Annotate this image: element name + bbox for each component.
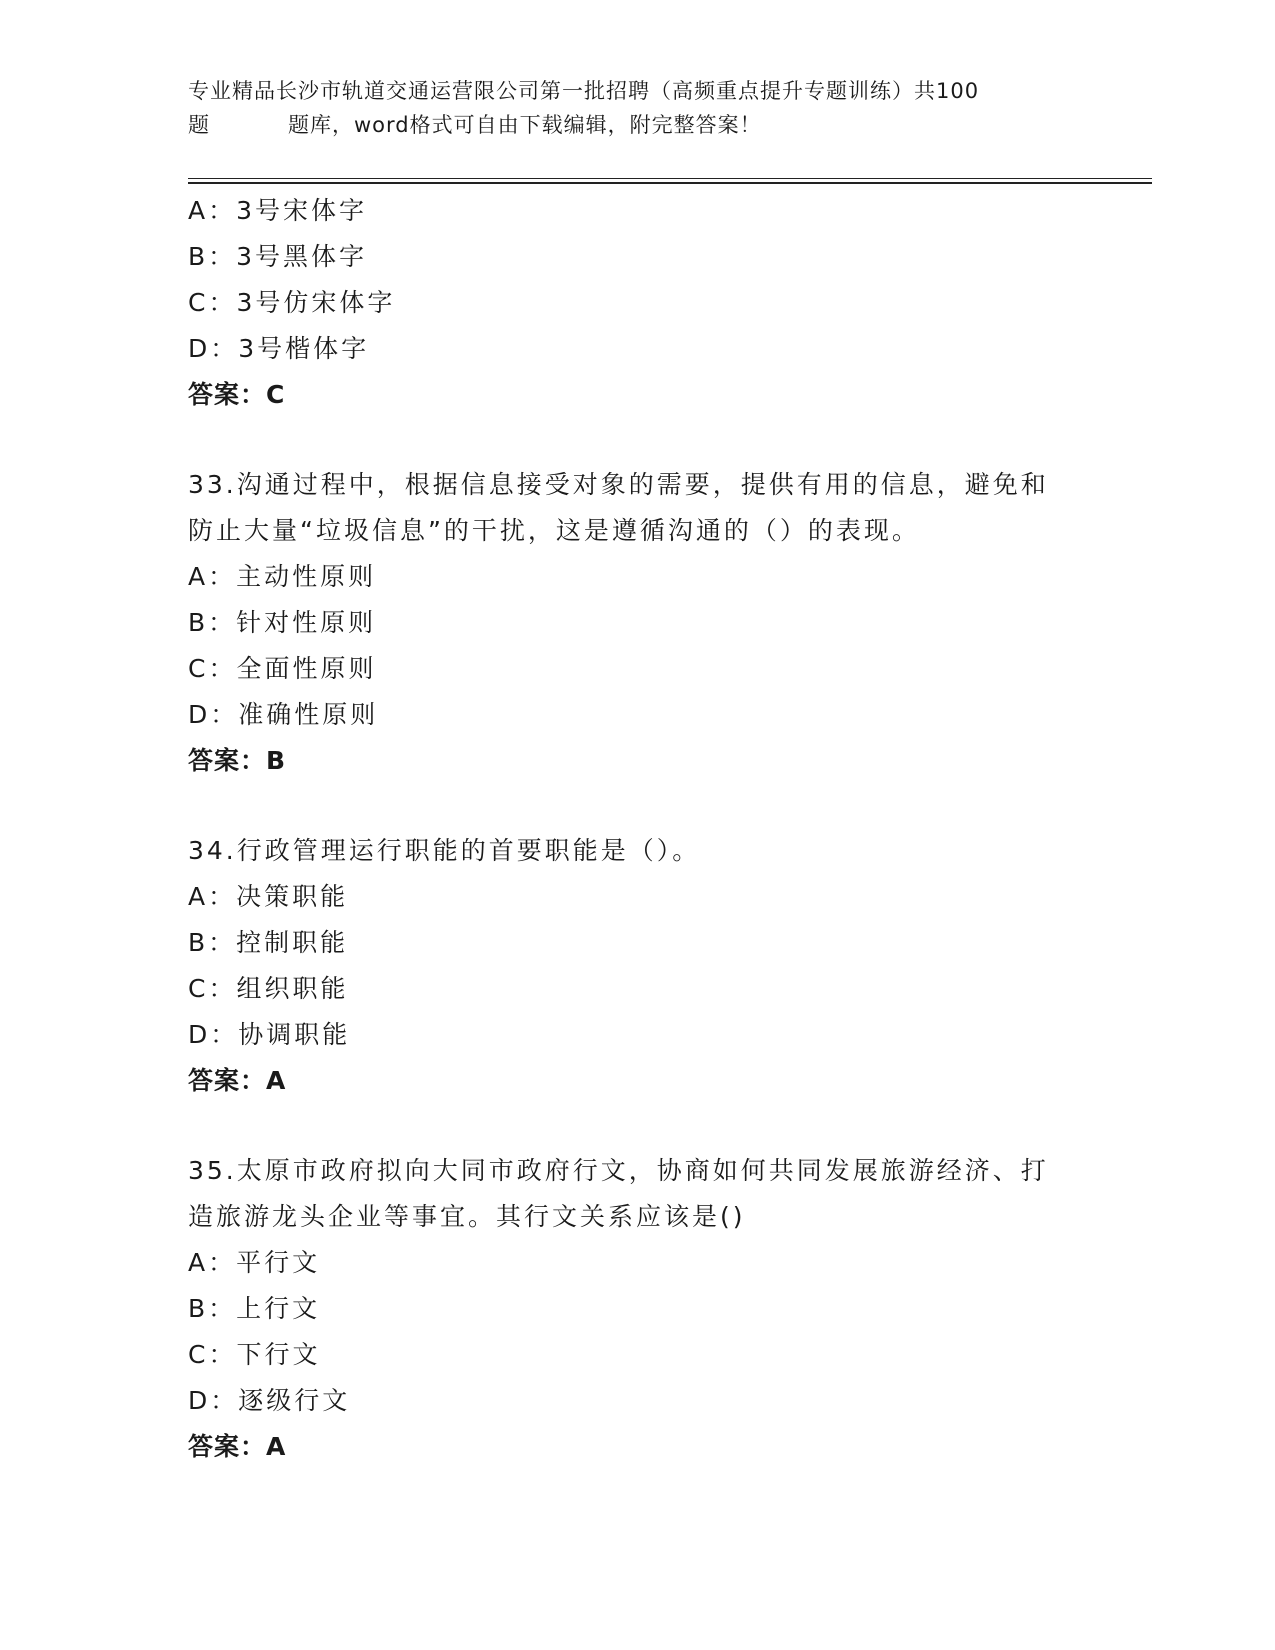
header-line-1: 专业精品长沙市轨道交通运营限公司第一批招聘（高频重点提升专题训练）共100 <box>188 79 980 103</box>
option-a: A：3号宋体字 <box>188 196 368 225</box>
question-block <box>188 828 1088 1104</box>
option-b: B：上行文 <box>188 1294 321 1323</box>
option-d: D：逐级行文 <box>188 1386 351 1415</box>
answer: 答案：A <box>188 1432 287 1461</box>
question-text: 33.沟通过程中，根据信息接受对象的需要，提供有用的信息，避免和 <box>188 470 1049 499</box>
option-c: C：组织职能 <box>188 974 349 1003</box>
option-d: D：准确性原则 <box>188 700 379 729</box>
question-text: 35.太原市政府拟向大同市政府行文，协商如何共同发展旅游经济、打 <box>188 1156 1049 1185</box>
header-divider-thin <box>188 178 1152 179</box>
question-text: 34.行政管理运行职能的首要职能是（）。 <box>188 836 701 865</box>
option-d: D：3号楷体字 <box>188 334 370 363</box>
option-d: D：协调职能 <box>188 1020 351 1049</box>
option-b: B：控制职能 <box>188 928 349 957</box>
header-line-2-rest: 题库，word格式可自由下载编辑，附完整答案！ <box>288 113 762 137</box>
option-b: B：3号黑体字 <box>188 242 368 271</box>
header-divider-thick <box>188 182 1152 184</box>
option-c: C：全面性原则 <box>188 654 377 683</box>
option-a: A：平行文 <box>188 1248 321 1277</box>
header-line-2-lead: 题 <box>188 113 210 137</box>
option-c: C：下行文 <box>188 1340 321 1369</box>
answer: 答案：B <box>188 746 287 775</box>
question-text: 造旅游龙头企业等事宜。其行文关系应该是() <box>188 1202 746 1231</box>
question-block <box>188 1148 1088 1470</box>
option-a: A：主动性原则 <box>188 562 377 591</box>
option-a: A：决策职能 <box>188 882 349 911</box>
answer: 答案：A <box>188 1066 287 1095</box>
header-line-2 <box>188 108 1088 142</box>
question-text: 防止大量“垃圾信息”的干扰，这是遵循沟通的（）的表现。 <box>188 516 920 545</box>
document-header <box>188 74 1088 142</box>
question-block <box>188 462 1088 784</box>
option-c: C：3号仿宋体字 <box>188 288 396 317</box>
option-b: B：针对性原则 <box>188 608 377 637</box>
answer: 答案：C <box>188 380 286 409</box>
question-list <box>188 188 1088 1470</box>
question-block <box>188 188 1088 418</box>
